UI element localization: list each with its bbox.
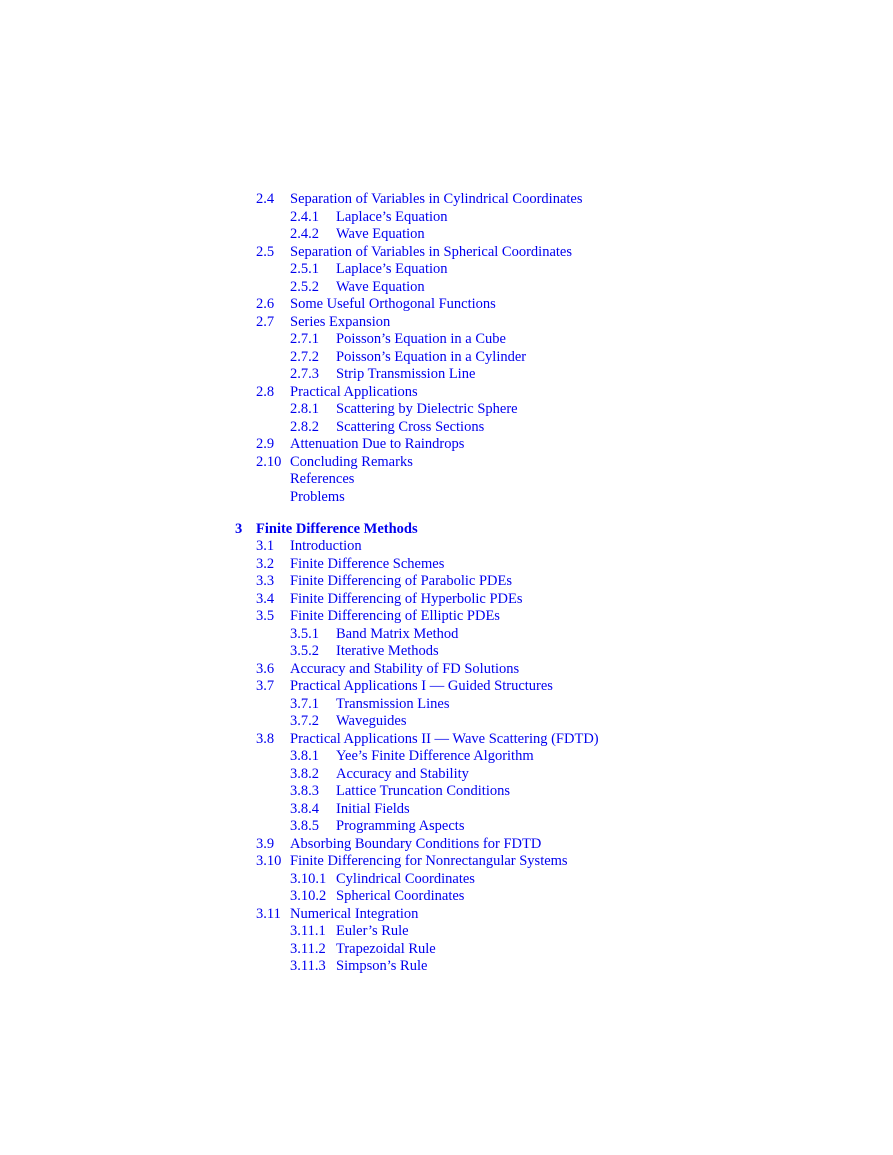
toc-entry-number: 2.9 (256, 436, 275, 452)
toc-entry-title: Spherical Coordinates (336, 888, 465, 904)
toc-entry-number: 3.10.1 (290, 870, 327, 887)
toc-chapter-row (0, 521, 893, 539)
toc-section-row (0, 191, 893, 209)
toc-subsection-row (0, 713, 893, 731)
toc-entry-title: Absorbing Boundary Conditions for FDTD (290, 835, 542, 852)
toc-entry-number: 3.7.1 (290, 695, 319, 712)
toc-subsection-row (0, 871, 893, 889)
toc-entry-number: 2.7.2 (290, 348, 319, 365)
toc-entry-title: Finite Differencing for Nonrectangular Systems (290, 853, 568, 869)
toc-entry-title: Scattering by Dielectric Sphere (336, 401, 518, 417)
toc-section-row (0, 436, 893, 454)
toc-subsection-row (0, 366, 893, 384)
toc-entry-number: 2.4 (256, 191, 275, 207)
toc-entry-title: Strip Transmission Line (336, 366, 476, 382)
toc-entry-number: 3.7.2 (290, 713, 319, 729)
toc-subsection-row (0, 209, 893, 227)
toc-entry-number: 2.8.2 (290, 418, 319, 435)
toc-subsection-row (0, 818, 893, 836)
toc-entry-title: Practical Applications I — Guided Structures (290, 678, 553, 694)
toc-entry-number: 3.5.1 (290, 625, 319, 642)
toc-entry-number: 3.8.5 (290, 818, 319, 834)
toc-subsection-row (0, 226, 893, 244)
toc-entry-title: Wave Equation (336, 278, 425, 295)
toc-entry-number: 3.8.1 (290, 748, 319, 764)
toc-entry-title: Transmission Lines (336, 695, 450, 712)
toc-entry-title: Practical Applications (290, 383, 418, 400)
toc-subsection-row (0, 958, 893, 976)
toc-entry-title: Finite Differencing of Parabolic PDEs (290, 573, 513, 589)
toc-entry-title: Some Useful Orthogonal Functions (290, 296, 496, 312)
toc-entry-title: Lattice Truncation Conditions (336, 783, 510, 799)
toc-section-row (0, 314, 893, 332)
toc-entry-title: Separation of Variables in Cylindrical Coordinates (290, 191, 583, 207)
toc-entry-number: 2.7.1 (290, 331, 319, 347)
toc-entry-number: 3.4 (256, 590, 275, 607)
toc-subsection-row (0, 626, 893, 644)
toc-subsection-row (0, 331, 893, 349)
toc-section-row (0, 384, 893, 402)
toc-entry-number: 3.1 (256, 538, 275, 554)
toc-entry-title: Simpson’s Rule (336, 958, 428, 974)
toc-subsection-row (0, 766, 893, 784)
toc-section-row (0, 573, 893, 591)
toc-subsection-row (0, 801, 893, 819)
toc-entry-number: 2.4.2 (290, 226, 319, 242)
toc-section-row (0, 661, 893, 679)
toc-entry-title: Series Expansion (290, 313, 391, 330)
toc-entry-title: Practical Applications II — Wave Scattering (FDTD) (290, 730, 599, 747)
toc-section-row (0, 454, 893, 472)
toc-section-row (0, 731, 893, 749)
toc-entry-number: 3.11.3 (290, 958, 326, 974)
toc-entry-number: 2.8 (256, 383, 275, 400)
toc-section-row (0, 591, 893, 609)
toc-section-row (0, 906, 893, 924)
toc-subsection-row (0, 419, 893, 437)
toc-entry-number: 3.8.3 (290, 783, 319, 799)
toc-entry-title: Problems (290, 488, 345, 505)
toc-entry-number: 3.8.4 (290, 800, 319, 817)
toc-entry-title: Initial Fields (336, 800, 410, 817)
toc-entry-number: 2.10 (256, 453, 282, 470)
toc-extra-row (0, 471, 893, 489)
toc-section-row (0, 538, 893, 556)
toc-subsection-row (0, 643, 893, 661)
toc-entry-number: 3.2 (256, 555, 275, 572)
toc-entry-title: Finite Difference Schemes (290, 555, 445, 572)
toc-entry-title: Laplace’s Equation (336, 208, 448, 225)
toc-entry-title: Poisson’s Equation in a Cube (336, 331, 506, 347)
toc-entry-title: Laplace’s Equation (336, 261, 448, 277)
toc-entry-number: 3.8.2 (290, 765, 319, 782)
toc-entry-title: Scattering Cross Sections (336, 418, 485, 435)
toc-entry-number: 2.7.3 (290, 366, 319, 382)
toc-entry-title: Separation of Variables in Spherical Coordinates (290, 243, 573, 260)
toc-entry-number: 3.3 (256, 573, 275, 589)
toc-entry-title: Yee’s Finite Difference Algorithm (336, 748, 534, 764)
toc-entry-title: Iterative Methods (336, 643, 439, 659)
toc-entry-title: Concluding Remarks (290, 453, 413, 470)
toc-entry-number: 3.8 (256, 730, 275, 747)
toc-entry-title: Programming Aspects (336, 818, 465, 834)
toc-subsection-row (0, 748, 893, 766)
toc-entry-title: Wave Equation (336, 226, 425, 242)
toc-entry-title: Finite Differencing of Hyperbolic PDEs (290, 590, 523, 607)
toc-subsection-row (0, 783, 893, 801)
toc-section-row (0, 556, 893, 574)
toc-entry-title: Trapezoidal Rule (336, 940, 436, 957)
toc-entry-number: 2.5.1 (290, 261, 319, 277)
toc-entry-number: 2.5.2 (290, 278, 319, 295)
toc-entry-title: Euler’s Rule (336, 923, 409, 939)
toc-entry-number: 3.9 (256, 835, 275, 852)
toc-entry-number: 3.10 (256, 853, 282, 869)
toc-section-row (0, 836, 893, 854)
toc-subsection-row (0, 349, 893, 367)
toc-entry-number: 3.6 (256, 660, 275, 677)
toc-subsection-row (0, 923, 893, 941)
toc-entry-number: 3.10.2 (290, 888, 327, 904)
toc-entry-number: 2.6 (256, 296, 275, 312)
toc-entry-number: 3.5.2 (290, 643, 319, 659)
toc-subsection-row (0, 888, 893, 906)
toc-entry-title: Finite Differencing of Elliptic PDEs (290, 608, 500, 624)
toc-entry-number: 3.11.2 (290, 940, 326, 957)
toc-entry-number: 2.8.1 (290, 401, 319, 417)
table-of-contents (0, 191, 893, 976)
toc-entry-title: Finite Difference Methods (256, 520, 418, 537)
toc-entry-title: Accuracy and Stability (336, 765, 469, 782)
toc-section-row (0, 244, 893, 262)
toc-subsection-row (0, 261, 893, 279)
toc-section-row (0, 678, 893, 696)
toc-entry-title: Waveguides (336, 713, 407, 729)
toc-entry-number: 3.11.1 (290, 923, 326, 939)
toc-entry-number: 2.5 (256, 243, 275, 260)
toc-entry-title: Cylindrical Coordinates (336, 870, 475, 887)
toc-subsection-row (0, 696, 893, 714)
toc-entry-title: Attenuation Due to Raindrops (290, 436, 465, 452)
toc-entry-title: Numerical Integration (290, 905, 419, 922)
toc-entry-number: 3.7 (256, 678, 275, 694)
toc-entry-title: Poisson’s Equation in a Cylinder (336, 348, 527, 365)
toc-section-row (0, 296, 893, 314)
toc-extra-row (0, 489, 893, 507)
toc-entry-title: Accuracy and Stability of FD Solutions (290, 660, 520, 677)
toc-entry-number: 2.4.1 (290, 208, 319, 225)
toc-section-row (0, 608, 893, 626)
toc-subsection-row (0, 401, 893, 419)
toc-entry-number: 3 (235, 520, 243, 537)
toc-entry-title: Band Matrix Method (336, 625, 459, 642)
toc-entry-number: 3.11 (256, 905, 281, 922)
toc-subsection-row (0, 941, 893, 959)
toc-entry-number: 3.5 (256, 608, 275, 624)
toc-entry-title: Introduction (290, 538, 362, 554)
toc-entry-number: 2.7 (256, 313, 275, 330)
toc-subsection-row (0, 279, 893, 297)
toc-section-row (0, 853, 893, 871)
toc-entry-title: References (290, 471, 355, 487)
